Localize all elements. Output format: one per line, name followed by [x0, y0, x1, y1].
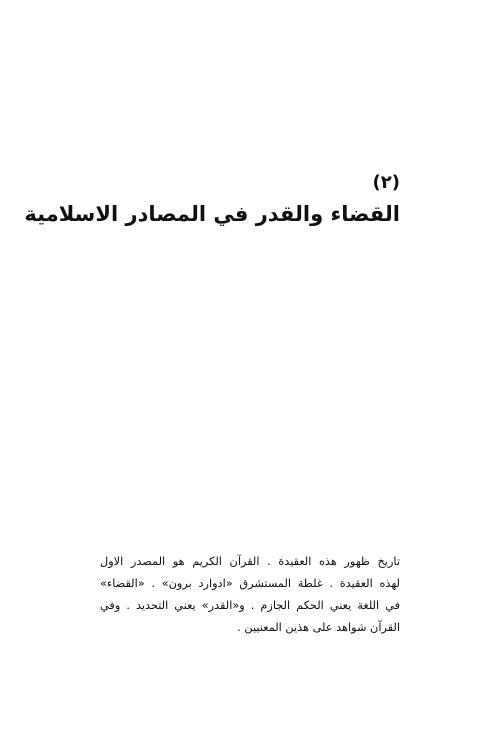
chapter-number: (٢) [372, 172, 400, 193]
summary-line: تاريخ ظهور هذه العقيدة . القرآن الكريم هو المصدر الاول [100, 555, 400, 568]
summary-line: في اللغة يعني الحكم الجازم . و«القدر» يعني التحديد . وفي [100, 599, 400, 612]
summary-line: لهذه العقيدة . غلطة المستشرق «ادوارد برون» . «القضاء» [100, 577, 400, 590]
chapter-title: القضاء والقدر في المصادر الاسلامية [24, 202, 400, 226]
chapter-summary [100, 551, 400, 639]
summary-line: القرآن شواهد على هذين المعنيين . [237, 621, 400, 634]
